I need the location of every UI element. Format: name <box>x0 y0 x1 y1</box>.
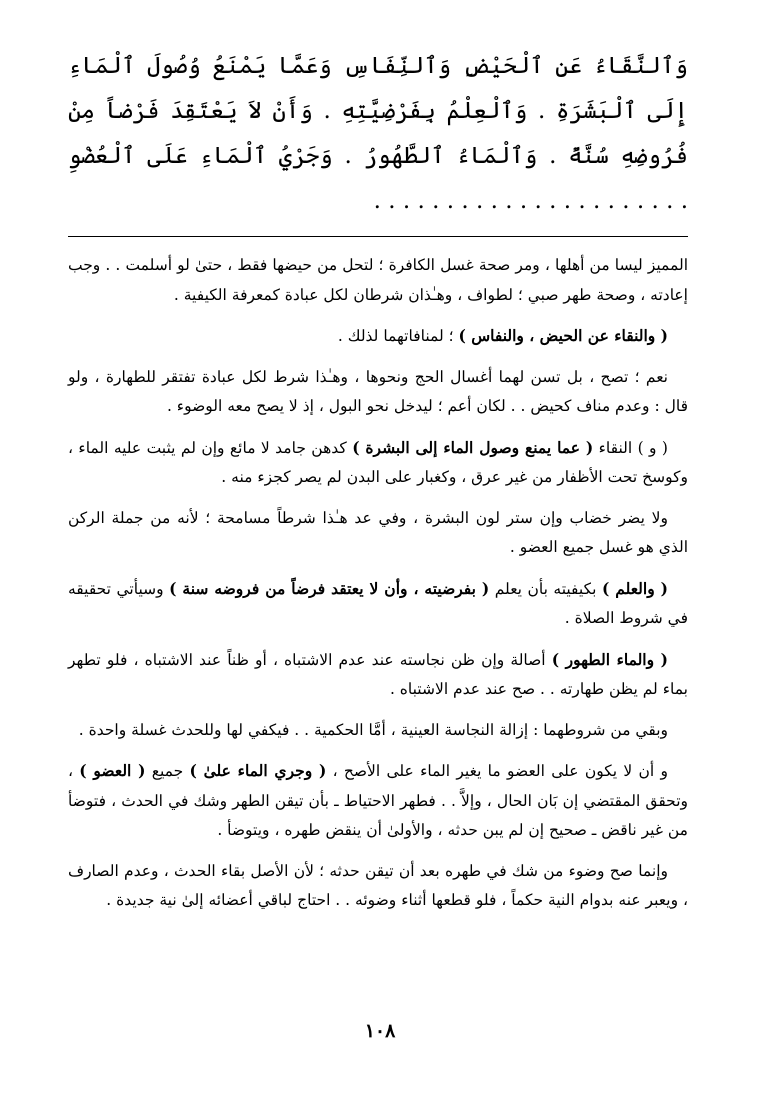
commentary-paragraph-2 <box>68 321 688 352</box>
commentary-paragraph-6 <box>68 574 688 634</box>
matn-text-block <box>68 44 688 224</box>
commentary-paragraph-4 <box>68 433 688 493</box>
commentary-paragraph-8 <box>68 716 688 746</box>
book-page <box>68 44 688 927</box>
commentary-paragraph-9 <box>68 756 688 846</box>
matn-quote: ( عما يمنع وصول الماء إلى البشرة ) <box>352 437 594 457</box>
commentary-paragraph-7 <box>68 645 688 705</box>
matn-quote: ( والنقاء عن الحيض ، والنفاس ) <box>458 326 668 345</box>
commentary-text: ( و ) النقاء <box>593 438 668 457</box>
commentary-text: وسيأتي تحقيقه في شروط الصلاة . <box>68 579 688 627</box>
commentary-paragraph-5 <box>68 504 688 563</box>
commentary-paragraph-3 <box>68 363 688 422</box>
commentary-text: المميز ليسا من أهلها ، ومر صحة غسل الكافرة ؛ لتحل من حيضها فقط ، حتىٰ لو أسلمت . . وجب إعادته ، وصحة طهر صبي ؛ لطواف ، وهـٰذان شرطان لكل عبادة كمعرفة الكيفية . <box>68 256 688 304</box>
matn-quote: ( العضو ) <box>79 761 146 780</box>
commentary-text: وإنما صح وضوء من شك في طهره بعد أن تيقن حدثه ؛ لأن الأصل بقاء الحدث ، وعدم الصارف ، ويعبر عنه بدوام النية حكماً ، فلو قطعها أثناء وضوئه . . احتاج لباقي أعضائه إلىٰ نية جديدة . <box>68 861 688 909</box>
matn-quote: ( وجري الماء علىٰ ) <box>189 761 327 780</box>
commentary-text: و أن لا يكون على العضو ما يغير الماء على الأصح ، <box>326 762 668 780</box>
commentary-text: كدهن جامد لا مائع وإن لم يثبت عليه الماء ، وكوسخ تحت الأظفار من غير عرق ، وكغبار على البدن لم يصر كجزء منه . <box>68 438 688 486</box>
commentary-paragraph-10 <box>68 857 688 916</box>
separator-rule <box>68 236 688 237</box>
commentary-text: بكيفيته بأن يعلم <box>489 579 602 598</box>
matn-quote: ( والماء الطهور ) <box>551 649 668 669</box>
matn-quote: ( والعلم ) <box>601 578 668 598</box>
commentary-paragraph-1 <box>68 251 688 310</box>
matn-text: وَٱلنَّقَاءُ عَنِ ٱلْحَيْضِ وَٱلنِّفَاسِ وَعَمَّا يَمْنَعُ وُصُولَ ٱلْمَاءِ إِلَى ٱلْبَشَرَةِ . وَٱلْعِلْمُ بِفَرْضِيَّتِهِ . وَأَنْ لاَ يَعْتَقِدَ فَرْضاً مِنْ فُرُوضِهِ سُنَّةً . وَٱلْمَاءُ ٱلطَّهُورُ . وَجَرْيُ ٱلْمَاءِ عَلَى ٱلْعُضْوِ <box>68 53 688 169</box>
commentary <box>68 251 688 916</box>
commentary-text: نعم ؛ تصح ، بل تسن لهما أغسال الحج ونحوها ، وهـٰذا شرط لكل عبادة تفتقر للطهارة ، ولو قال : وعدم مناف كحيض . . لكان أعم ؛ ليدخل نحو البول ، إذ لا يصح معه الوضوء . <box>68 367 688 415</box>
commentary-text: ولا يضر خضاب وإن ستر لون البشرة ، وفي عد هـٰذا شرطاً مسامحة ؛ لأنه من جملة الركن الذي هو غسل جميع العضو . <box>68 508 688 556</box>
commentary-text: جميع <box>145 762 190 780</box>
commentary-text: أصالة وإن ظن نجاسته عند عدم الاشتباه ، أو ظناً عند الاشتباه ، فلو تطهر بماء لم يظن طهارته . . صح عند عدم الاشتباه . <box>68 650 688 698</box>
matn-quote: ( بفرضيته ، وأن لا يعتقد فرضاً من فروضه سنة ) <box>169 578 490 598</box>
commentary-text: ، وتحقق المقتضي إن بَان الحال ، وإلاَّ . . فطهر الاحتياط ـ بأن تيقن الطهر وشك في الحدث ، فتوضأ من غير ناقض ـ صحيح إن لم يبن حدثه ، والأولىٰ أن ينقض طهره ، ويتوضأ . <box>68 762 688 839</box>
commentary-text: ؛ لمنافاتهما لذلك . <box>337 327 459 345</box>
commentary-text: وبقي من شروطهما : إزالة النجاسة العينية ، أمَّا الحكمية . . فيكفي لها وللحدث غسلة واحدة . <box>78 720 668 739</box>
matn-dots: . . . . . . . . . . . . . . . . . . . . . . <box>373 188 688 214</box>
page-number: ١٠٨ <box>364 1020 396 1042</box>
